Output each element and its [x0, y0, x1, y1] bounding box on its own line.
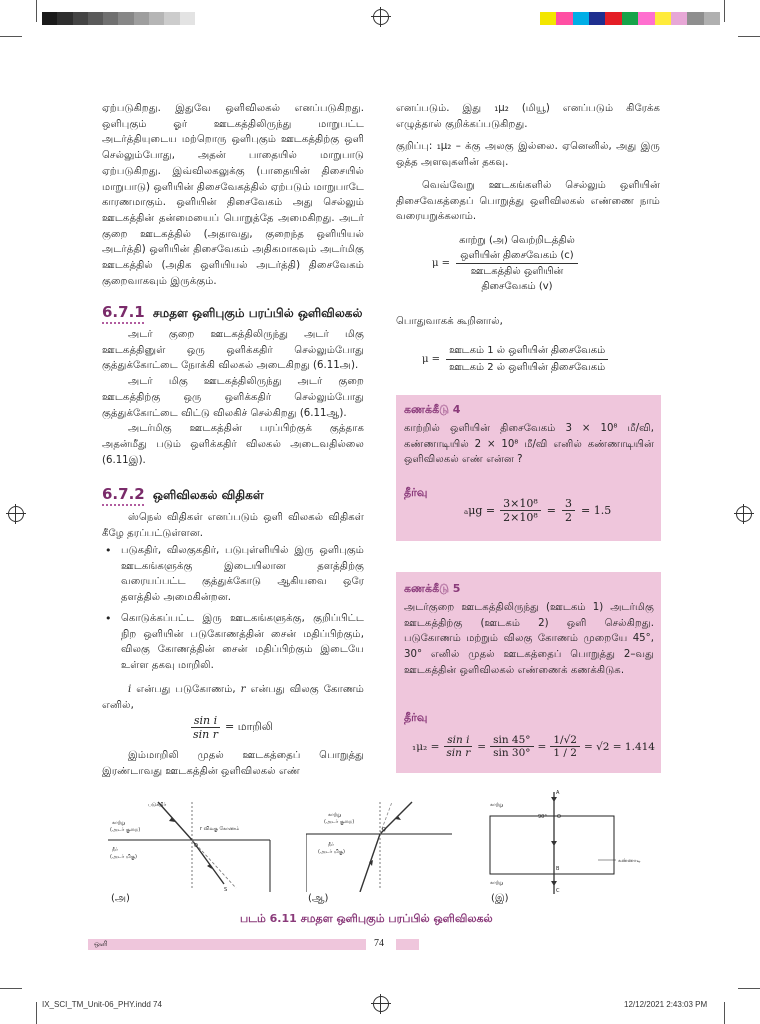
solution-numerator: sin i: [444, 734, 472, 747]
color-swatch: [589, 12, 605, 25]
air-label: காற்று: [112, 820, 126, 826]
section-6-7-1-body: [102, 327, 364, 468]
registration-mark-top: [373, 9, 389, 25]
gray-swatch: [118, 12, 133, 25]
crop-mark: [724, 1002, 725, 1024]
solution-result: = √2 = 1.414: [583, 740, 655, 753]
equation-rhs: = மாறிலி: [225, 720, 273, 733]
figure-c-tag: (இ): [491, 893, 509, 904]
heading-underline: [102, 504, 144, 506]
gray-swatch: [149, 12, 164, 25]
example-4-text: காற்றில் ஒளியின் திசைவேகம் 3 × 10⁸ மீ/வி, கண்ணாடியில் 2 × 10⁸ மீ/வி எனில் கண்ணாடியின் ஒளிவிலகல் எண் என்ன ?: [404, 423, 654, 466]
point-o-label: O: [194, 843, 198, 849]
color-swatch: [622, 12, 638, 25]
velocity-equation: [432, 233, 578, 294]
note-paragraph: குறிப்பு: ₁μ₂ – க்கு அலகு இல்லை. ஏனெனில், அது இரு ஒத்த அளவுகளின் தகவு.: [396, 141, 660, 169]
solution-equals: =: [546, 504, 556, 517]
solution-result: = 1.5: [581, 504, 612, 517]
page-number: 74: [374, 938, 384, 949]
color-swatch: [605, 12, 621, 25]
glass-label: கண்ணாடி: [618, 858, 641, 864]
example-5-title: கணக்கீடு 5: [404, 582, 461, 595]
bullet-icon: •: [105, 544, 112, 557]
solution-denominator: sin r: [446, 747, 471, 759]
point-b-label: B: [556, 866, 560, 872]
bullet-text: படுகதிர், விலகுகதிர், படுபுள்ளியில் இரு ஒளிபுகும் ஊடகங்களுக்கு இடையிலான தளத்திற்கு வரையப்பட்ட குத்துக்கோடு ஆகியவை ஒரே தளத்தில் அமைகின்றன.: [121, 545, 364, 604]
section-6-7-1-heading: [102, 303, 372, 322]
crop-mark: [36, 1002, 37, 1024]
snell-equation: [190, 714, 273, 741]
figure-c-normal-incidence-diagram: [488, 788, 648, 896]
example-4-solution: [464, 497, 611, 524]
registration-mark-right: [736, 506, 752, 522]
color-swatch: [540, 12, 556, 25]
example-4-solution-label: தீர்வு: [404, 486, 428, 499]
solution-denominator: 1 / 2: [553, 747, 577, 759]
medium-equation: [422, 343, 608, 376]
right-paragraphs: [396, 101, 660, 225]
air-sub-label: (அடர் குறை): [324, 819, 355, 825]
section-title: ஒளிவிலகல் விதிகள்: [152, 488, 264, 502]
equation-denominator: திசைவேகம் (v): [481, 281, 553, 292]
section-number: 6.7.2: [102, 485, 145, 503]
section-6-7-2-intro: [102, 510, 364, 541]
paragraph: எனப்படும். இது ₁μ₂ (மியூ) எனப்படும் கிரேக்க எழுத்தால் குறிக்கப்படுகிறது.: [396, 103, 660, 130]
equation-numerator: ஒளியின் திசைவேகம் (c): [460, 250, 574, 261]
closing-paragraph: இம்மாறிலி முதல் ஊடகத்தைப் பொறுத்து இரண்டாவது ஊடகத்தின் ஒளிவிலகல் எண்: [102, 750, 364, 777]
color-swatch: [556, 12, 572, 25]
point-o-label: O: [557, 814, 561, 820]
bullet-icon: •: [105, 612, 112, 625]
paragraph: ஸ்நெல் விதிகள் எனப்படும் ஒளி விலகல் விதிகள் கீழே தரப்பட்டுள்ளன.: [102, 512, 364, 539]
equation-denominator: sin r: [193, 728, 219, 741]
bullet-text: கொடுக்கப்பட்ட இரு ஊடகங்களுக்கு, குறிப்பிட்ட நிற ஒளியின் படுகோணத்தின் சைன் மதிப்பிற்கும், விலகு கோணத்தின் சைன் மதிப்பிற்கும் இடையே உள்ள தகவு மாறிலி.: [121, 613, 364, 672]
figure-b-refraction-diagram: [306, 800, 456, 892]
gray-swatch: [88, 12, 103, 25]
point-a-label: A: [556, 790, 560, 796]
air-top-label: காற்று: [490, 802, 504, 808]
paragraph: அடர் மிகு ஊடகத்திலிருந்து அடர் குறை ஊடகத்திற்கு ஒரு ஒளிக்கதிர் செல்லும்போது குத்துக்கோட்டை விட்டு விலகிச் செல்கிறது (6.11ஆ).: [102, 376, 364, 419]
crop-mark: [36, 0, 37, 22]
solution-lhs: ₁μ₂ =: [412, 740, 440, 753]
gray-swatch: [103, 12, 118, 25]
equation-numerator: ஊடகம் 1 ல் ஒளியின் திசைவேகம்: [446, 343, 608, 360]
paragraph: வெவ்வேறு ஊடகங்களில் செல்லும் ஒளியின் திசைவேகத்தைப் பொறுத்து ஒளிவிலகல் எண்ணை நாம் வரையறுக்கலாம்.: [396, 179, 660, 223]
gray-swatch: [134, 12, 149, 25]
equation-numerator: sin i: [191, 714, 220, 728]
solution-denominator: 2×10⁸: [503, 511, 538, 524]
right-angle-label: 90°: [538, 814, 547, 820]
left-intro: [102, 101, 364, 289]
color-swatch: [638, 12, 654, 25]
intro-paragraph: ஏற்படுகிறது. இதுவே ஒளிவிலகல் எனப்படுகிறது. ஒளிபுகும் ஓர் ஊடகத்திலிருந்து மாறுபட்ட அடர்த்தியுடைய மற்றொரு ஒளிபுகும் ஊடகத்திற்கு ஒளி செல்லும்போது, அதன் பாதையில் மாறுபாடு ஏற்படுகிறது. இவ்விலகலுக்கு (பாதையின் திசையில் மாறுபாடு) ஒளியின் திசைவேகத்தில் ஏற்படும் மாறுபாடே காரணமாகும். ஒளியின் திசைவேகம் அது செல்லும் ஊடகத்தின் தன்மையைப் பொறுத்தே அமைகிறது. அடர் குறை ஊடகத்தில் (அதாவது, குறைந்த ஒளியியல் அடர்த்தி) ஒளியின் திசைவேகம் அதிகமாகவும் அடர்மிகு ஊடகத்தில் (அதிக ஒளியியல் அடர்த்தி) திசைவேகம் குறைவாகவும் இருக்கும்.: [102, 103, 364, 287]
color-swatch: [671, 12, 687, 25]
solution-numerator: sin 45°: [490, 734, 533, 747]
crop-mark: [724, 0, 725, 22]
definition-text: என்பது படுகோணம்,: [131, 684, 241, 695]
chapter-label: ஒளி: [94, 940, 108, 948]
section-title: சமதள ஒளிபுகும் பரப்பில் ஒளிவிலகல்: [152, 306, 363, 320]
equation-denominator: ஊடகம் 2 ல் ஒளியின் திசைவேகம்: [449, 362, 606, 373]
example-5-solution-label: தீர்வு: [404, 711, 428, 724]
color-swatch: [573, 12, 589, 25]
symbol-i: i: [128, 684, 132, 695]
timestamp: 12/12/2021 2:43:03 PM: [624, 1000, 708, 1009]
water-sub-label: (அடர் மிகு): [318, 849, 345, 855]
gray-swatch: [73, 12, 88, 25]
equation-denominator: ஊடகத்தில் ஒளியின்: [470, 266, 564, 277]
gray-swatch: [57, 12, 72, 25]
equation-lhs: μ =: [432, 258, 451, 269]
color-bar: [540, 12, 720, 25]
bullet-item: [121, 611, 364, 674]
color-swatch: [655, 12, 671, 25]
solution-lhs: ₐμg =: [464, 504, 496, 517]
crop-mark: [738, 988, 760, 989]
example-5-text: அடர்குறை ஊடகத்திலிருந்து (ஊடகம் 1) அடர்மிகு ஊடகத்திற்கு (ஊடகம் 2) ஒளி செல்கிறது. படுகோணம் மற்றும் விலகு கோணம் முறையே 45°, 30° எனில் முதல் ஊடகத்தைப் பொறுத்து 2–வது ஊடகத்தின் ஒளிவிலகல் எண்ணைக் கணக்கிடுக.: [404, 602, 654, 676]
crop-mark: [738, 36, 760, 37]
example-4-title: கணக்கீடு 4: [404, 403, 461, 416]
air-label: காற்று: [328, 812, 342, 818]
solution-numerator: 3: [562, 497, 575, 511]
refraction-angle-label: r விலகு கோணம்: [200, 826, 240, 832]
gray-swatch: [180, 12, 195, 25]
solution-numerator: 3×10⁸: [500, 497, 541, 511]
solution-numerator: 1/√2: [550, 734, 580, 747]
paragraph: அடர் குறை ஊடகத்திலிருந்து அடர் மிகு ஊடகத்தினுள் ஒரு ஒளிக்கதிர் செல்லும்போது குத்துக்கோட்டை நோக்கி விலகல் அடைகிறது (6.11அ).: [102, 329, 364, 372]
solution-equals: =: [537, 740, 547, 753]
solution-denominator: sin 30°: [493, 747, 531, 759]
solution-denominator: 2: [565, 511, 572, 524]
example-5-solution: [412, 734, 655, 759]
crop-mark: [0, 988, 22, 989]
figure-a-refraction-diagram: [108, 800, 284, 892]
file-name: IX_SCI_TM_Unit-06_PHY.indd 74: [42, 1000, 162, 1009]
water-sub-label: (அடர் மிகு): [110, 854, 137, 860]
point-s-label: S: [224, 887, 228, 892]
heading-underline: [102, 322, 144, 324]
registration-mark-bottom: [373, 996, 389, 1012]
point-c-label: C: [556, 888, 560, 894]
crop-mark: [0, 36, 22, 37]
solution-equals: =: [477, 740, 487, 753]
registration-mark-left: [8, 506, 24, 522]
section-number: 6.7.1: [102, 303, 145, 321]
water-label: நீர்: [112, 847, 118, 853]
gray-swatch: [164, 12, 179, 25]
section-6-7-2-heading: [102, 485, 372, 504]
incident-ray-label: படுகதிர்: [148, 802, 167, 808]
definition: [102, 682, 364, 713]
symbol-r: r: [240, 684, 246, 695]
point-q-label: Q: [382, 827, 386, 833]
color-swatch: [704, 12, 720, 25]
gray-scale-bar: [42, 12, 195, 25]
air-sub-label: (அடர் குறை): [110, 827, 141, 833]
equation-numerator: காற்று (அ) வெற்றிடத்தில்: [459, 235, 575, 246]
figure-b-tag: (ஆ): [308, 893, 329, 904]
definition-text: என்பது விலகு கோணம் எனில்,: [102, 684, 365, 711]
water-label: நீர்: [328, 842, 334, 848]
color-swatch: [687, 12, 703, 25]
figure-caption: படம் 6.11 சமதள ஒளிபுகும் பரப்பில் ஒளிவிலகல்: [240, 912, 493, 925]
figure-a-tag: (அ): [111, 893, 130, 904]
gray-swatch: [42, 12, 57, 25]
equation-lhs: μ =: [422, 354, 441, 365]
air-bottom-label: காற்று: [490, 880, 504, 886]
bullet-item: [121, 543, 364, 606]
footer-band: [88, 939, 366, 950]
paragraph: அடர்மிகு ஊடகத்தின் பரப்பிற்குக் குத்தாக அதன்மீது படும் ஒளிக்கதிர் விலகல் அடைவதில்லை (6.11இ).: [102, 423, 364, 466]
footer-band-right: [396, 939, 419, 950]
general-statement: பொதுவாகக் கூறினால்,: [396, 316, 503, 327]
